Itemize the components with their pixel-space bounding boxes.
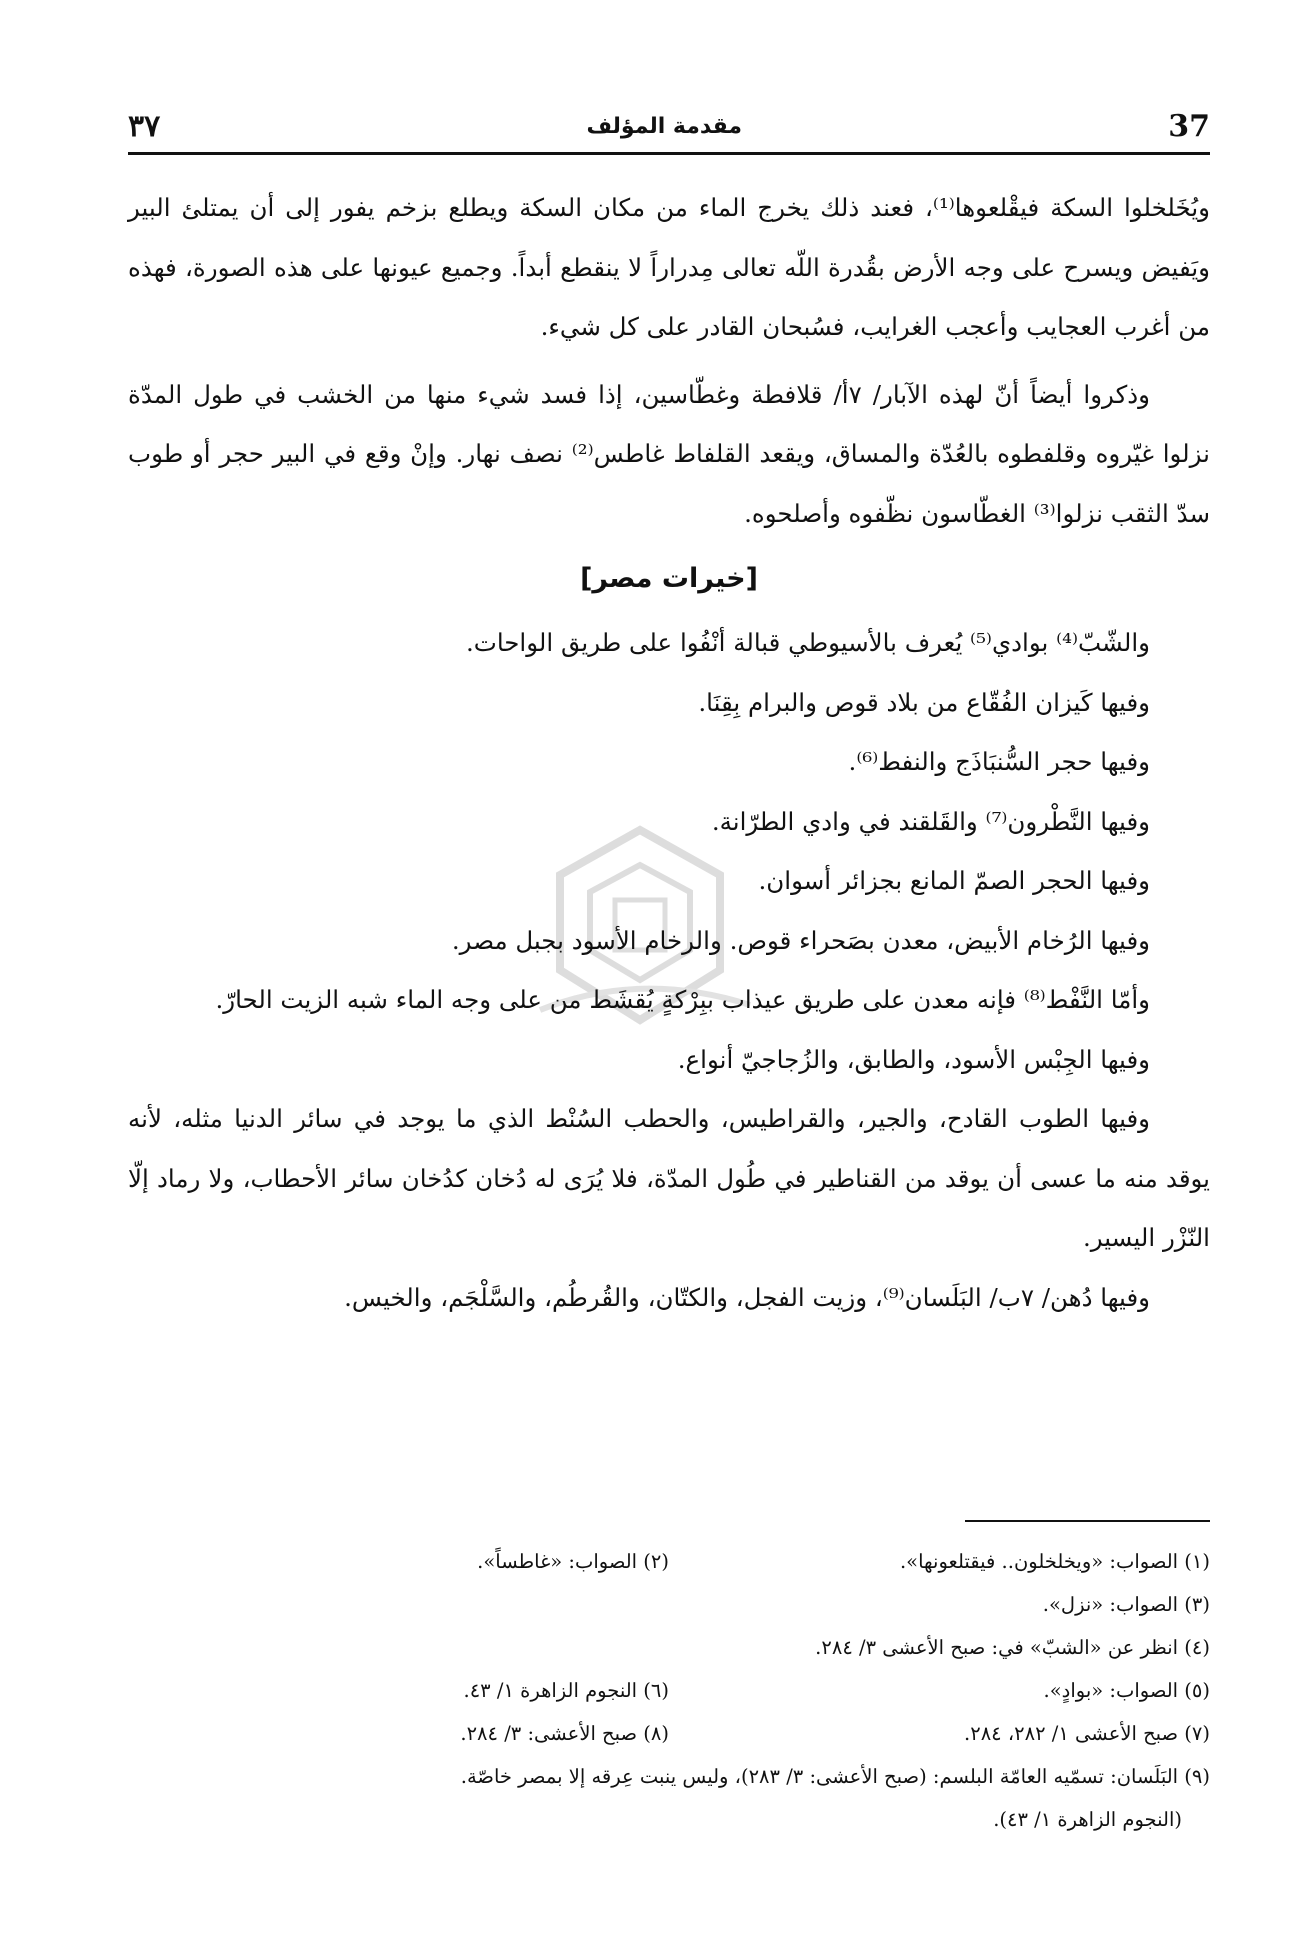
paragraph: وفيها الرُخام الأبيض، معدن بصَحراء قوص. والرخام الأسود بجبل مصر.: [451, 925, 1150, 955]
footnote-7: (٧) صبح الأعشى ١/ ٢٨٢، ٢٨٤.: [964, 1722, 1210, 1745]
page-number-arabic: ٣٧: [128, 108, 161, 144]
footnote-separator: [965, 1520, 1210, 1522]
footnote-2: (٢) الصواب: «غاطساً».: [477, 1550, 669, 1573]
paragraph: وفيها الحجر الصمّ المانع بجزائر أسوان.: [758, 866, 1150, 895]
page-header: [128, 100, 1210, 155]
section-title: [خيرات مصر]: [580, 563, 758, 594]
paragraph: وأمّا النَّفْط⁽⁸⁾ فإنه معدن على طريق عيذاب ببِرْكةٍ يُقشَط من على وجه الماء شبه الزيت الحارّ.: [215, 985, 1150, 1014]
footnote-9-continuation: (النجوم الزاهرة ١/ ٤٣).: [993, 1808, 1182, 1831]
footnote-9: (٩) البَلَسان: تسمّيه العامّة البلسم: (صبح الأعشى: ٣/ ٢٨٣)، وليس ينبت عِرقه إلا بمصر خاصّة.: [460, 1765, 1210, 1788]
footnotes: [128, 1540, 1210, 1841]
footnote-8: (٨) صبح الأعشى: ٣/ ٢٨٤.: [460, 1722, 669, 1745]
paragraph: وفيها النَّطْرون⁽⁷⁾ والقَلقند في وادي الطرّانة.: [711, 806, 1150, 836]
paragraph: وفيها دُهن/ ٧ب/ البَلَسان⁽⁹⁾، وزيت الفجل، والكتّان، والقُرطُم، والسَّلْجَم، والخيس.: [344, 1282, 1150, 1312]
paragraph: وفيها الجِبْس الأسود، والطابق، والزُجاجيّ أنواع.: [677, 1044, 1150, 1074]
paragraph: وفيها كَيزان الفُقّاع من بلاد قوص والبرام بِقِنَا.: [698, 687, 1150, 717]
main-text: [128, 178, 1210, 1327]
footnote-row: [128, 1626, 1210, 1669]
footnote-5: (٥) الصواب: «بوادٍ».: [1043, 1679, 1210, 1702]
footnote-row: [128, 1540, 1210, 1583]
page-number-latin: 37: [1168, 108, 1210, 144]
paragraph: والشّبّ⁽⁴⁾ بوادي⁽⁵⁾ يُعرف بالأسيوطي قبالة أنْفُوا على طريق الواحات.: [465, 628, 1150, 657]
footnote-row: [128, 1669, 1210, 1712]
footnote-row: [128, 1798, 1210, 1841]
paragraph: وفيها حجر السُّنبَاذَج والنفط⁽⁶⁾.: [848, 747, 1150, 776]
running-title: مقدمة المؤلف: [586, 113, 743, 139]
footnote-row: [128, 1583, 1210, 1626]
footnote-4: (٤) انظر عن «الشبّ» في: صبح الأعشى ٣/ ٢٨٤.: [815, 1636, 1210, 1659]
footnote-row: [128, 1755, 1210, 1798]
footnote-row: [128, 1712, 1210, 1755]
paragraph: وذكروا أيضاً أنّ لهذه الآبار/ ٧أ/ قلافطة وغطّاسين، إذا فسد شيء منها من الخشب في طول المدّة نزلوا غيّروه وقلفطوه بالعُدّة والمساق، ويقعد القلفاط غاطس⁽²⁾ نصف نهار. وإنْ وقع في البير حجر أو طوب سدّ الثقب نزلوا⁽³⁾ الغطّاسون نظّفوه وأصلحوه.: [128, 379, 1210, 528]
footnote-1: (١) الصواب: «ويخلخلون.. فيقتلعونها».: [899, 1550, 1210, 1573]
footnote-6: (٦) النجوم الزاهرة ١/ ٤٣.: [463, 1679, 669, 1702]
paragraph: وفيها الطوب القادح، والجير، والقراطيس، والحطب السُنْط الذي ما يوجد في سائر الدنيا مثله، لأنه يوقد منه ما عسى أن يوقد من القناطير في طُول المدّة، فلا يُرَى له دُخان كدُخان سائر الأحطاب، ولا رماد إلّا النّزْر اليسير.: [128, 1104, 1210, 1252]
paragraph: ويُخَلخلوا السكة فيقْلعوها⁽¹⁾، فعند ذلك يخرج الماء من مكان السكة ويطلع بزخم يفور إلى أن يمتلئ البير ويَفيض ويسرح على وجه الأرض بقُدرة اللّه تعالى مِدراراً لا ينقطع أبداً. وجميع عيونها على هذه الصورة، فهذه من أغرب العجايب وأعجب الغرايب، فسُبحان القادر على كل شيء.: [128, 193, 1210, 341]
footnote-3: (٣) الصواب: «نزل».: [1042, 1593, 1210, 1616]
